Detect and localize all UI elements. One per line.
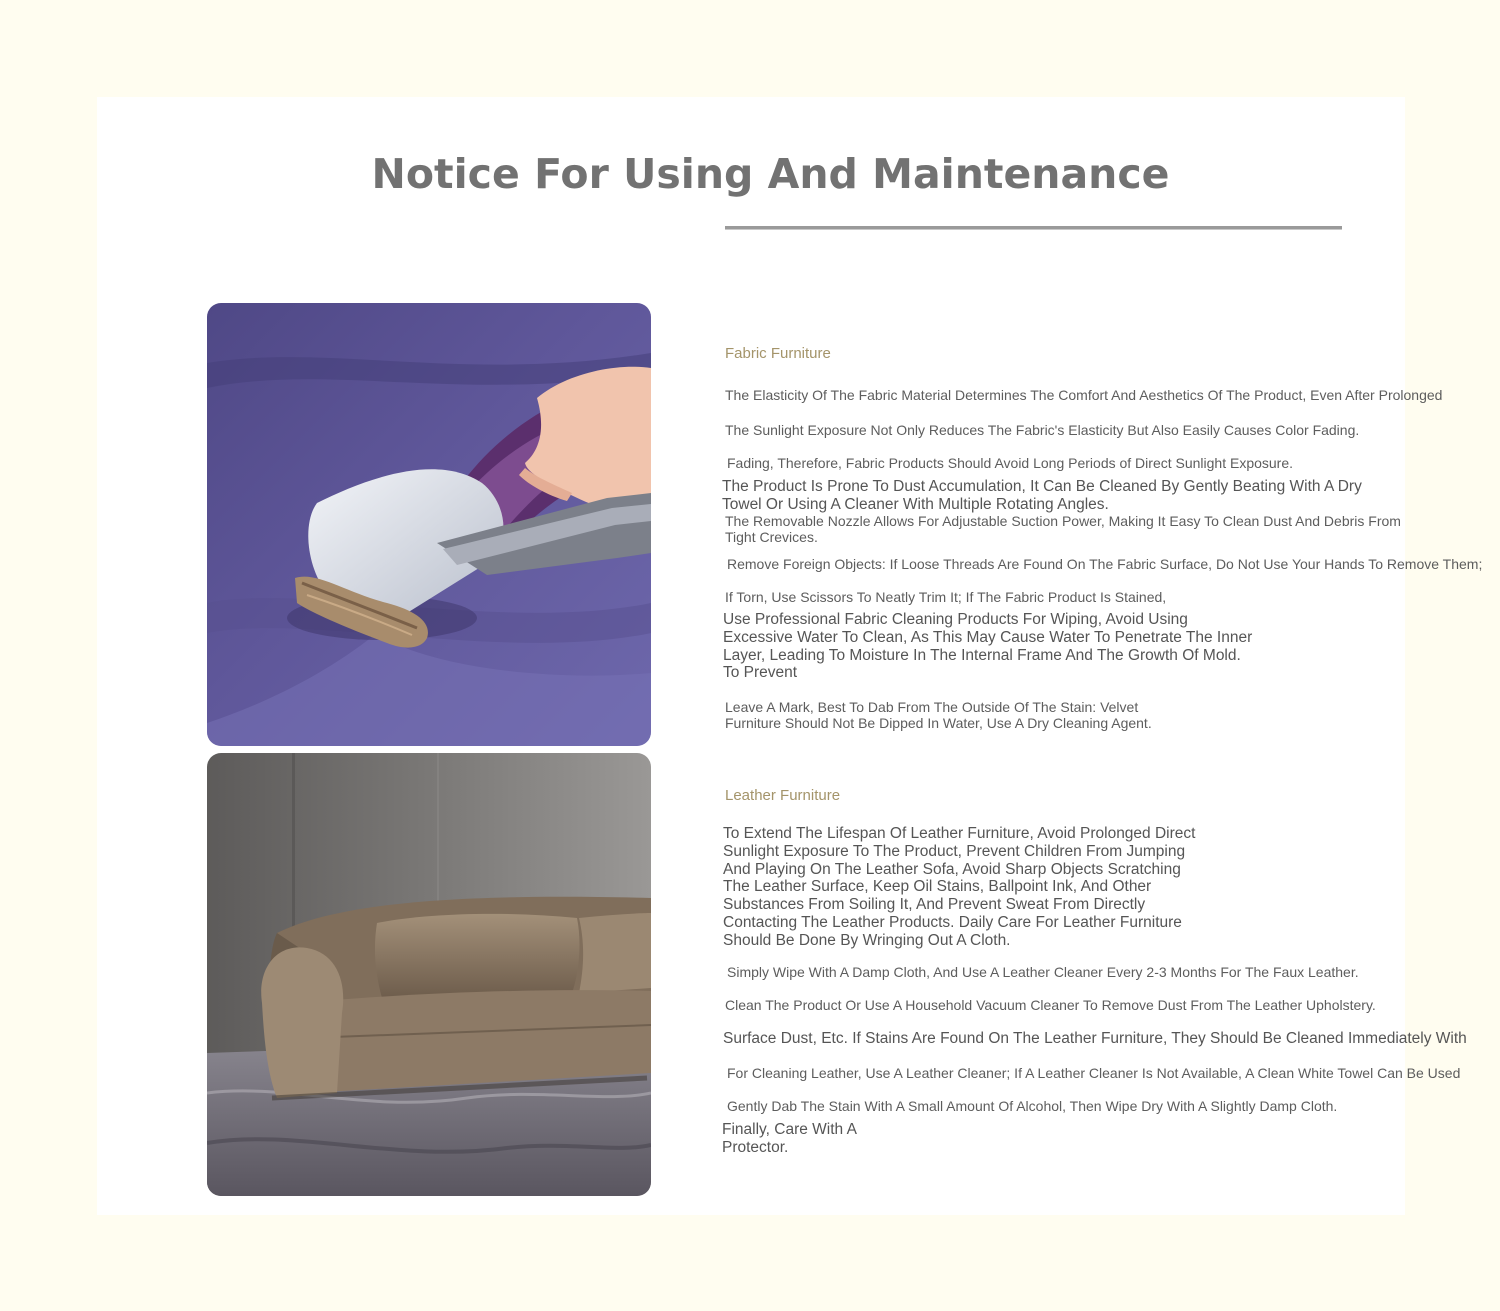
leather-furniture-photo (207, 753, 651, 1196)
leather-sofa-image (207, 753, 651, 1196)
fabric-line-8: Use Professional Fabric Cleaning Products For Wiping, Avoid Using Excessive Water To Clean, As This May Cause Water To Penetrate The Inner Layer, Leading To Moisture In The Internal Frame And The Growth Of Mold. To Prevent (723, 611, 1253, 682)
fabric-line-6: Remove Foreign Objects: If Loose Threads Are Found On The Fabric Surface, Do Not Use Your Hands To Remove Them; (727, 556, 1483, 572)
leather-line-7: Finally, Care With A Protector. (722, 1121, 857, 1156)
fabric-line-2: The Sunlight Exposure Not Only Reduces The Fabric's Elasticity But Also Easily Causes Color Fading. (725, 422, 1360, 438)
fabric-line-4: The Product Is Prone To Dust Accumulation, It Can Be Cleaned By Gently Beating With A Dry Towel Or Using A Cleaner With Multiple Rotating Angles. (722, 478, 1362, 513)
fabric-section-heading: Fabric Furniture (725, 345, 831, 362)
leather-line-2: Simply Wipe With A Damp Cloth, And Use A Leather Cleaner Every 2-3 Months For The Faux Leather. (727, 964, 1359, 980)
leather-line-3: Clean The Product Or Use A Household Vacuum Cleaner To Remove Dust From The Leather Upholstery. (725, 997, 1376, 1013)
fabric-line-1: The Elasticity Of The Fabric Material Determines The Comfort And Aesthetics Of The Product, Even After Prolonged (725, 387, 1443, 403)
leather-line-6: Gently Dab The Stain With A Small Amount Of Alcohol, Then Wipe Dry With A Slightly Damp Cloth. (727, 1098, 1338, 1114)
page-title: Notice For Using And Maintenance (371, 150, 1170, 198)
title-underline (725, 226, 1342, 230)
fabric-line-3: Fading, Therefore, Fabric Products Should Avoid Long Periods of Direct Sunlight Exposure. (727, 455, 1294, 471)
leather-line-4: Surface Dust, Etc. If Stains Are Found On The Leather Furniture, They Should Be Cleaned Immediately With (723, 1030, 1467, 1047)
fabric-line-9: Leave A Mark, Best To Dab From The Outside Of The Stain: Velvet Furniture Should Not Be Dipped In Water, Use A Dry Cleaning Agent. (725, 699, 1152, 731)
leather-line-1: To Extend The Lifespan Of Leather Furniture, Avoid Prolonged Direct Sunlight Exposure To The Product, Prevent Children From Jumping And Playing On The Leather Sofa, Avoid Sharp Objects Scratching The Leather Surface, Keep Oil Stains, Ballpoint Ink, And Other Substances From Soiling It, And Prevent Sweat From Directly Contacting The Leather Products. Daily Care For Leather Furniture Should Be Done By Wringing Out A Cloth. (723, 825, 1196, 949)
fabric-line-7: If Torn, Use Scissors To Neatly Trim It; If The Fabric Product Is Stained, (725, 589, 1167, 605)
fabric-line-5: The Removable Nozzle Allows For Adjustable Suction Power, Making It Easy To Clean Dust And Debris From Tight Crevices. (725, 513, 1401, 545)
leather-line-5: For Cleaning Leather, Use A Leather Cleaner; If A Leather Cleaner Is Not Available, A Clean White Towel Can Be Used (727, 1065, 1461, 1081)
leather-section-heading: Leather Furniture (725, 787, 841, 804)
fabric-furniture-photo (207, 303, 651, 746)
vacuum-on-fabric-image (207, 303, 651, 746)
